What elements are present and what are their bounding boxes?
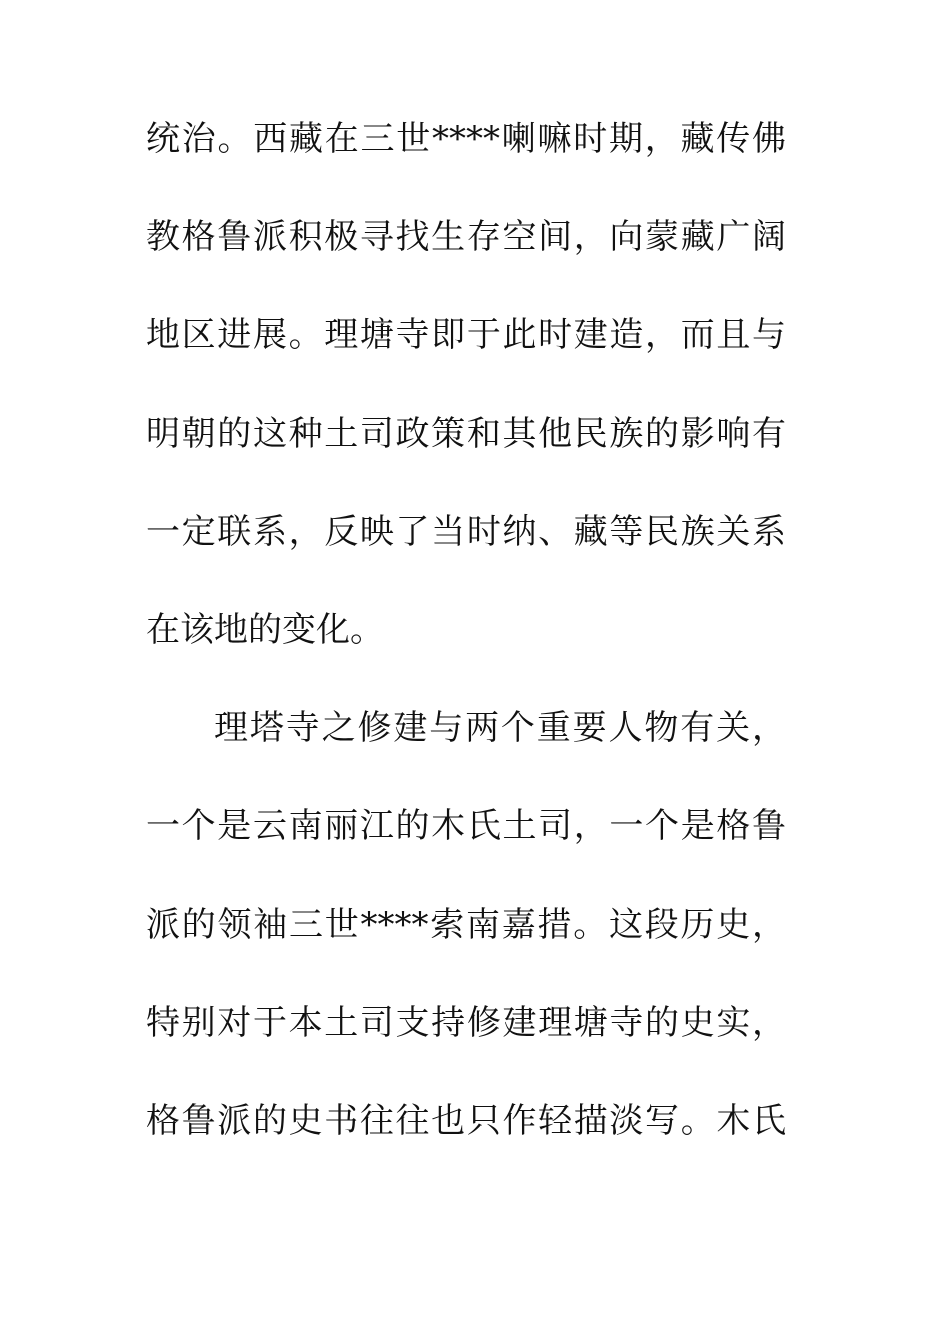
text-line-4: 明朝的这种土司政策和其他民族的影响有 — [146, 413, 786, 454]
text-line-11: 格鲁派的史书往往也只作轻描淡写。木氏 — [146, 1100, 786, 1141]
body-text — [146, 119, 786, 1202]
text-line-10: 特别对于本土司支持修建理塘寺的史实， — [146, 1002, 786, 1043]
text-line-5: 一定联系，反映了当时纳、藏等民族关系 — [146, 511, 786, 552]
text-line-8: 一个是云南丽江的木氏土司，一个是格鲁 — [146, 806, 786, 847]
text-line-7: 理塔寺之修建与两个重要人物有关， — [214, 708, 786, 749]
text-line-3: 地区进展。理塘寺即于此时建造，而且与 — [146, 315, 786, 356]
text-line-2: 教格鲁派积极寻找生存空间，向蒙藏广阔 — [146, 217, 786, 258]
text-line-1: 统治。西藏在三世****喇嘛时期，藏传佛 — [146, 119, 786, 159]
text-line-6: 在该地的变化。 — [146, 609, 384, 650]
text-line-9: 派的领袖三世****索南嘉措。这段历史， — [146, 904, 786, 945]
